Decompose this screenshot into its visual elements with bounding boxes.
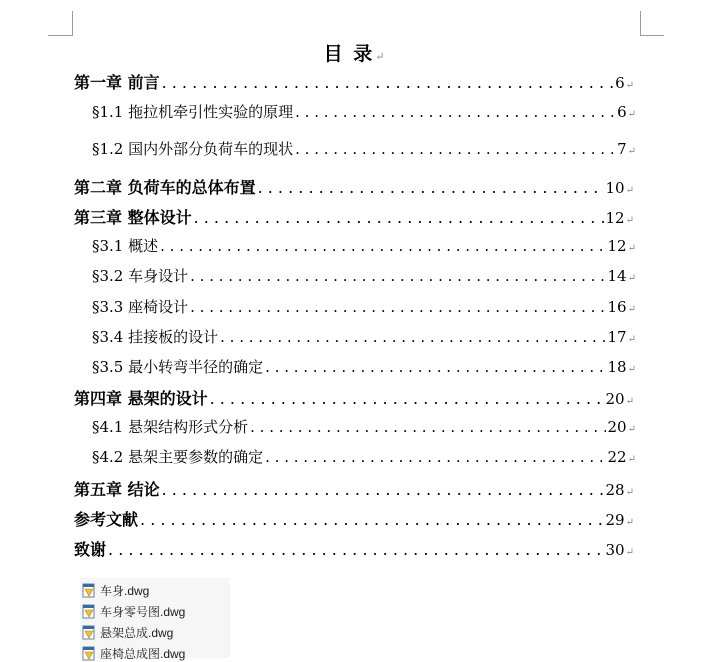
dwg-file-icon	[82, 604, 96, 619]
toc-entry-page: 17	[607, 328, 627, 346]
file-item[interactable]	[82, 644, 185, 662]
toc-entry[interactable]	[74, 175, 634, 198]
dot-leader	[220, 328, 605, 346]
toc-entry[interactable]	[92, 416, 636, 437]
toc-entry-page: 14	[607, 267, 627, 285]
file-item[interactable]	[82, 623, 173, 641]
toc-entry[interactable]	[92, 356, 636, 377]
dot-leader	[140, 510, 604, 529]
toc-entry[interactable]	[92, 138, 636, 159]
paragraph-mark: ↵	[625, 487, 634, 498]
dot-leader	[258, 178, 604, 197]
dwg-file-icon	[82, 625, 96, 640]
toc-entry-label: §3.2 车身设计	[92, 267, 189, 285]
toc-entry-label: §1.2 国内外部分负荷车的现状	[92, 140, 294, 158]
file-name: 车身零号图.dwg	[100, 604, 186, 619]
toc-entry[interactable]	[74, 205, 634, 228]
paragraph-mark: ↵	[625, 185, 634, 196]
toc-entry-label: 参考文献	[74, 510, 139, 529]
dot-leader	[108, 540, 604, 559]
toc-entry[interactable]	[74, 537, 634, 560]
toc-entry-page: 18	[607, 358, 627, 376]
dot-leader	[295, 103, 615, 121]
paragraph-mark: ↵	[627, 243, 636, 254]
file-name: 悬架总成.dwg	[100, 625, 174, 640]
toc-entry-label: §3.3 座椅设计	[92, 298, 189, 316]
paragraph-mark: ↵	[627, 454, 636, 465]
paragraph-mark: ↵	[625, 517, 634, 528]
dot-leader	[162, 73, 613, 92]
toc-entry-page: 20	[605, 390, 625, 408]
paragraph-mark: ↵	[625, 547, 634, 558]
file-list	[80, 578, 230, 661]
toc-entry-page: 28	[605, 481, 625, 499]
paragraph-mark: ↵	[375, 50, 387, 63]
paragraph-mark: ↵	[625, 396, 634, 407]
dot-leader	[265, 358, 605, 376]
toc-entry[interactable]	[74, 386, 634, 409]
toc-entry-page: 30	[605, 541, 625, 559]
toc-entry-page: 16	[607, 298, 627, 316]
toc-entry-label: 第五章 结论	[74, 480, 160, 499]
paragraph-mark: ↵	[627, 424, 636, 435]
toc-entry-label: §1.1 拖拉机牵引性实验的原理	[92, 103, 294, 121]
toc-entry[interactable]	[74, 507, 634, 530]
paragraph-mark: ↵	[627, 304, 636, 315]
toc-entry-label: 第一章 前言	[74, 73, 160, 92]
toc-entry[interactable]	[92, 101, 636, 122]
toc-entry-page: 20	[607, 418, 627, 436]
dwg-file-icon	[82, 583, 96, 598]
file-name: 车身.dwg	[100, 583, 150, 598]
toc-entry[interactable]	[74, 70, 634, 93]
paragraph-mark: ↵	[625, 215, 634, 226]
dot-leader	[250, 418, 605, 436]
toc-entry[interactable]	[74, 477, 634, 500]
paragraph-mark: ↵	[625, 80, 634, 91]
toc-entry-label: 第四章 悬架的设计	[74, 389, 208, 408]
dot-leader	[295, 140, 615, 158]
dot-leader	[162, 480, 604, 499]
toc-entry-page: 29	[605, 511, 625, 529]
toc-entry-label: 致谢	[74, 540, 107, 559]
toc-entry-page: 7	[617, 140, 627, 158]
toc-entry[interactable]	[92, 235, 636, 256]
toc-entry-page: 6	[615, 74, 625, 92]
paragraph-mark: ↵	[627, 334, 636, 345]
toc-entry[interactable]	[92, 296, 636, 317]
dot-leader	[160, 237, 605, 255]
toc-entry-page: 12	[605, 209, 625, 227]
toc-entry-label: §4.1 悬架结构形式分析	[92, 418, 249, 436]
file-item[interactable]	[82, 602, 185, 620]
dot-leader	[265, 448, 605, 466]
paragraph-mark: ↵	[627, 109, 636, 120]
toc-entry[interactable]	[92, 446, 636, 467]
toc-entry-label: 第二章 负荷车的总体布置	[74, 178, 256, 197]
dot-leader	[210, 389, 604, 408]
toc-entry-page: 10	[605, 179, 625, 197]
dot-leader	[190, 298, 605, 316]
toc-entry-label: §3.4 挂接板的设计	[92, 328, 219, 346]
paragraph-mark: ↵	[627, 273, 636, 284]
toc-entry[interactable]	[92, 326, 636, 347]
toc-entry-label: §3.5 最小转弯半径的确定	[92, 358, 264, 376]
dot-leader	[190, 267, 605, 285]
dwg-file-icon	[82, 646, 96, 661]
toc-entry[interactable]	[92, 265, 636, 286]
paragraph-mark: ↵	[627, 364, 636, 375]
toc-title-text: 目 录	[323, 43, 375, 65]
dot-leader	[194, 208, 604, 227]
toc-entry-page: 6	[617, 103, 627, 121]
toc-entry-label: §4.2 悬架主要参数的确定	[92, 448, 264, 466]
toc-entry-label: 第三章 整体设计	[74, 208, 192, 227]
toc-entry-label: §3.1 概述	[92, 237, 159, 255]
toc-entry-page: 22	[607, 448, 627, 466]
paragraph-mark: ↵	[627, 146, 636, 157]
file-name: 座椅总成图.dwg	[100, 646, 186, 661]
toc-entry-page: 12	[607, 237, 627, 255]
file-item[interactable]	[82, 581, 149, 599]
